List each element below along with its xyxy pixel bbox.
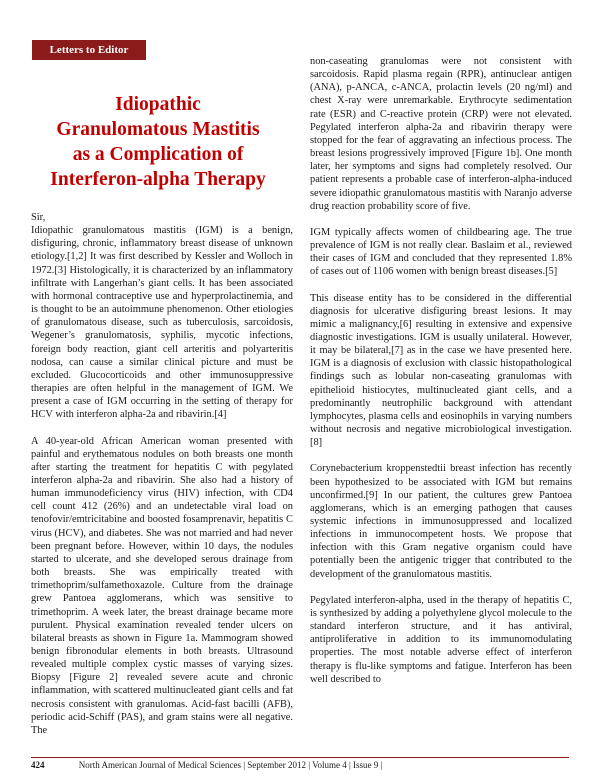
left-column <box>31 211 293 750</box>
page-number: 424 <box>31 760 45 770</box>
paragraph: A 40-year-old African American woman presented with painful and erythematous nodules on both breasts one month after starting the treatment for hepatitis C with pegylated interferon alpha-2a and ribavirin. She also had a history of human immunodeficiency virus (HIV) infection, with CD4 cell count 412 (26%) and an undetectable viral load on tenofovir/emtricitabine and boosted fosamprenavir, hepatitis C virus (HCV), and diabetes. She was not married and had never been pregnant before. However, within 10 days, the nodules started to ulcerate, and she developed serous drainage from both breasts. She was empirically treated with trimethoprim/sulfamethoxazole. Culture from the drainage grew Pantoea agglomerans, which was sensitive to trimethoprim. A week later, the breast drainage became more purulent. Physical examination revealed tender ulcers on bilateral breasts as shown in Figure 1a. Mammogram showed benign fibronodular elements in both breasts. Ultrasound revealed multiple complex cystic masses of varying sizes. Biopsy [Figure 2] revealed severe acute and chronic inflammation, with scattered multinucleated giant cells and fat necrosis consistent with granulomas. Acid-fast bacilli (AFB), periodic acid-Schiff (PAS), and gram stains were all negative. The <box>31 435 293 736</box>
paragraph: Pegylated interferon-alpha, used in the therapy of hepatitis C, is synthesized by adding a polyethylene glycol molecule to the standard interferon structure, and it has antiviral, antiproliferative in addition to its immunomodulating properties. The most notable adverse effect of interferon therapy is flu-like symptoms and fatigue. Interferon has been well described to <box>310 594 572 685</box>
salutation: Sir, <box>31 212 46 223</box>
section-label: Letters to Editor <box>32 40 146 60</box>
title-line: as a Complication of <box>72 144 244 165</box>
right-column <box>310 55 572 699</box>
title-line: Granulomatous Mastitis <box>56 119 260 140</box>
paragraph: This disease entity has to be considered in the differential diagnosis for ulcerative disfiguring breast lesions. It may mimic a malignancy,[6] resulting in extensive and expensive diagnostic investigations. IGM is usually unilateral. However, it may be bilateral,[7] as in the case we have presented here. IGM is a diagnosis of exclusion with classic histopathological findings such as lobular non-caseating granulomas with epithelioid histiocytes, multinucleated giant cells, and a predominantly neutrophilic background with attendant lymphocytes, plasma cells and eosinophils in varying numbers without necrosis and negative microbiological investigation.[8] <box>310 292 572 449</box>
title-line: Idiopathic <box>115 94 201 115</box>
paragraph: Corynebacterium kroppenstedtii breast infection has recently been hypothesized to be associated with IGM but remains unconfirmed.[9] In our patient, the cultures grew Pantoea agglomerans, which is an emerging pathogen that causes systemic infections in immunosuppressed and localized infections in immunocompetent hosts. We propose that infection with this Gram negative organism could have potentially been the antigenic trigger that contributed to the development of the granulomatous mastitis. <box>310 463 572 580</box>
footer-rule <box>31 757 569 758</box>
paragraph: Idiopathic granulomatous mastitis (IGM) is a benign, disfiguring, chronic, inflammatory breast disease of unknown etiology.[1,2] It was first described by Kessler and Wolloch in 1972.[3] Histologically, it is characterized by an inflammatory infiltrate with Langerhan’s giant cells. It has been associated with hormonal contraceptive use and hyperprolactinemia, and is thought to be an autoimmune phenomenon. Other etiologies of granulomatous disease, such as tuberculosis, sarcoidosis, Wegener’s granulomatosis, syphilis, mycotic infections, foreign body reaction, giant cell arteritis and polyarteritis nodosa, can cause a similar clinical picture and must be excluded. Glucocorticoids and other immunosuppressive therapies are often helpful in the management of IGM. We present a case of IGM occurring in the setting of therapy for HCV with interferon alpha-2a and ribavirin.[4] <box>31 225 293 421</box>
page-footer <box>31 760 382 770</box>
title-line: Interferon-alpha Therapy <box>50 169 266 190</box>
journal-citation: North American Journal of Medical Sciences | September 2012 | Volume 4 | Issue 9 | <box>78 760 383 770</box>
article-title <box>40 92 276 192</box>
paragraph: IGM typically affects women of childbearing age. The true prevalence of IGM is not really clear. Baslaim et al., reviewed their cases of IGM and concluded that they represented 1.8% of cases out of 1106 women with benign breast diseases.[5] <box>310 226 572 278</box>
paragraph: non-caseating granulomas were not consistent with sarcoidosis. Rapid plasma regain (RPR), antinuclear antigen (ANA), p-ANCA, c-ANCA, prolactin levels (20 ng/ml) and chest X-ray were unremarkable. Erythrocyte sedimentation rate (ESR) and C-reactive protein (CRP) were not elevated. Pegylated interferon alpha-2a and ribavirin therapy were stopped for the fear of aggravating an infectious process. The breast lesions progressively improved [Figure 1b]. One month later, her symptoms and signs had completely resolved. Our patient represents a probable case of interferon-alpha-induced severe idiopathic granulomatous mastitis with Naranjo adverse drug reaction probability score of five. <box>310 56 572 212</box>
